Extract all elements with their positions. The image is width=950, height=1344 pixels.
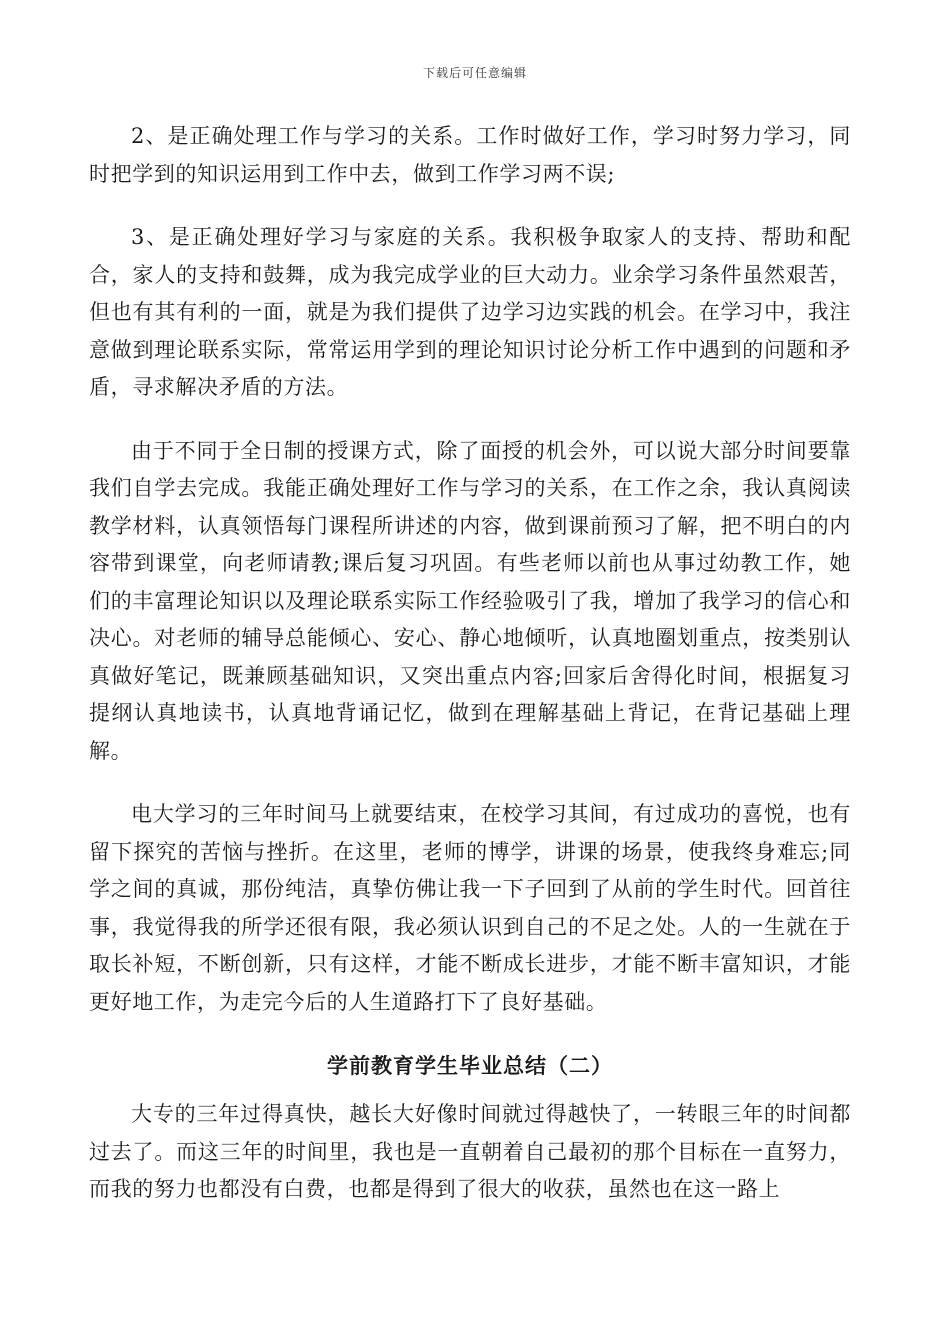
paragraph-2: 3、是正确处理好学习与家庭的关系。我积极争取家人的支持、帮助和配合，家人的支持和鼓舞，成为我完成学业的巨大动力。业余学习条件虽然艰苦，但也有其有利的一面，就是为我们提供了边学习边实践的机会。在学习中，我注意做到理论联系实际，常常运用学到的理论知识讨论分析工作中遇到的问题和矛盾，寻求解决矛盾的方法。 (89, 225, 851, 399)
document-body (89, 118, 851, 1235)
header-note: 下载后可任意编辑 (422, 66, 527, 80)
section-paragraph: 大专的三年过得真快，越长大好像时间就过得越快了，一转眼三年的时间都过去了。而这三年的时间里，我也是一直朝着自己最初的那个目标在一直努力，而我的努力也都没有白费，也都是得到了很大的收获，虽然也在这一路上 (89, 1102, 851, 1201)
paragraph-3: 由于不同于全日制的授课方式，除了面授的机会外，可以说大部分时间要靠我们自学去完成。我能正确处理好工作与学习的关系，在工作之余，我认真阅读教学材料，认真领悟每门课程所讲述的内容，做到课前预习了解，把不明白的内容带到课堂，向老师请教;课后复习巩固。有些老师以前也从事过幼教工作，她们的丰富理论知识以及理论联系实际工作经验吸引了我，增加了我学习的信心和决心。对老师的辅导总能倾心、安心、静心地倾听，认真地圈划重点，按类别认真做好笔记，既兼顾基础知识，又突出重点内容;回家后舍得化时间，根据复习提纲认真地读书，认真地背诵记忆，做到在理解基础上背记，在背记基础上理解。 (89, 438, 851, 763)
section-title: 学前教育学生毕业总结（二） (327, 1053, 613, 1078)
paragraph-1: 2、是正确处理工作与学习的关系。工作时做好工作，学习时努力学习，同时把学到的知识运用到工作中去，做到工作学习两不误; (89, 124, 851, 186)
paragraph-4: 电大学习的三年时间马上就要结束，在校学习其间，有过成功的喜悦，也有留下探究的苦恼与挫折。在这里，老师的博学，讲课的场景，使我终身难忘;同学之间的真诚，那份纯洁，真挚仿佛让我一下子回到了从前的学生时代。回首往事，我觉得我的所学还很有限，我必须认识到自己的不足之处。人的一生就在于取长补短，不断创新，只有这样，才能不断成长进步，才能不断丰富知识，才能更好地工作，为走完今后的人生道路打下了良好基础。 (89, 802, 851, 1014)
